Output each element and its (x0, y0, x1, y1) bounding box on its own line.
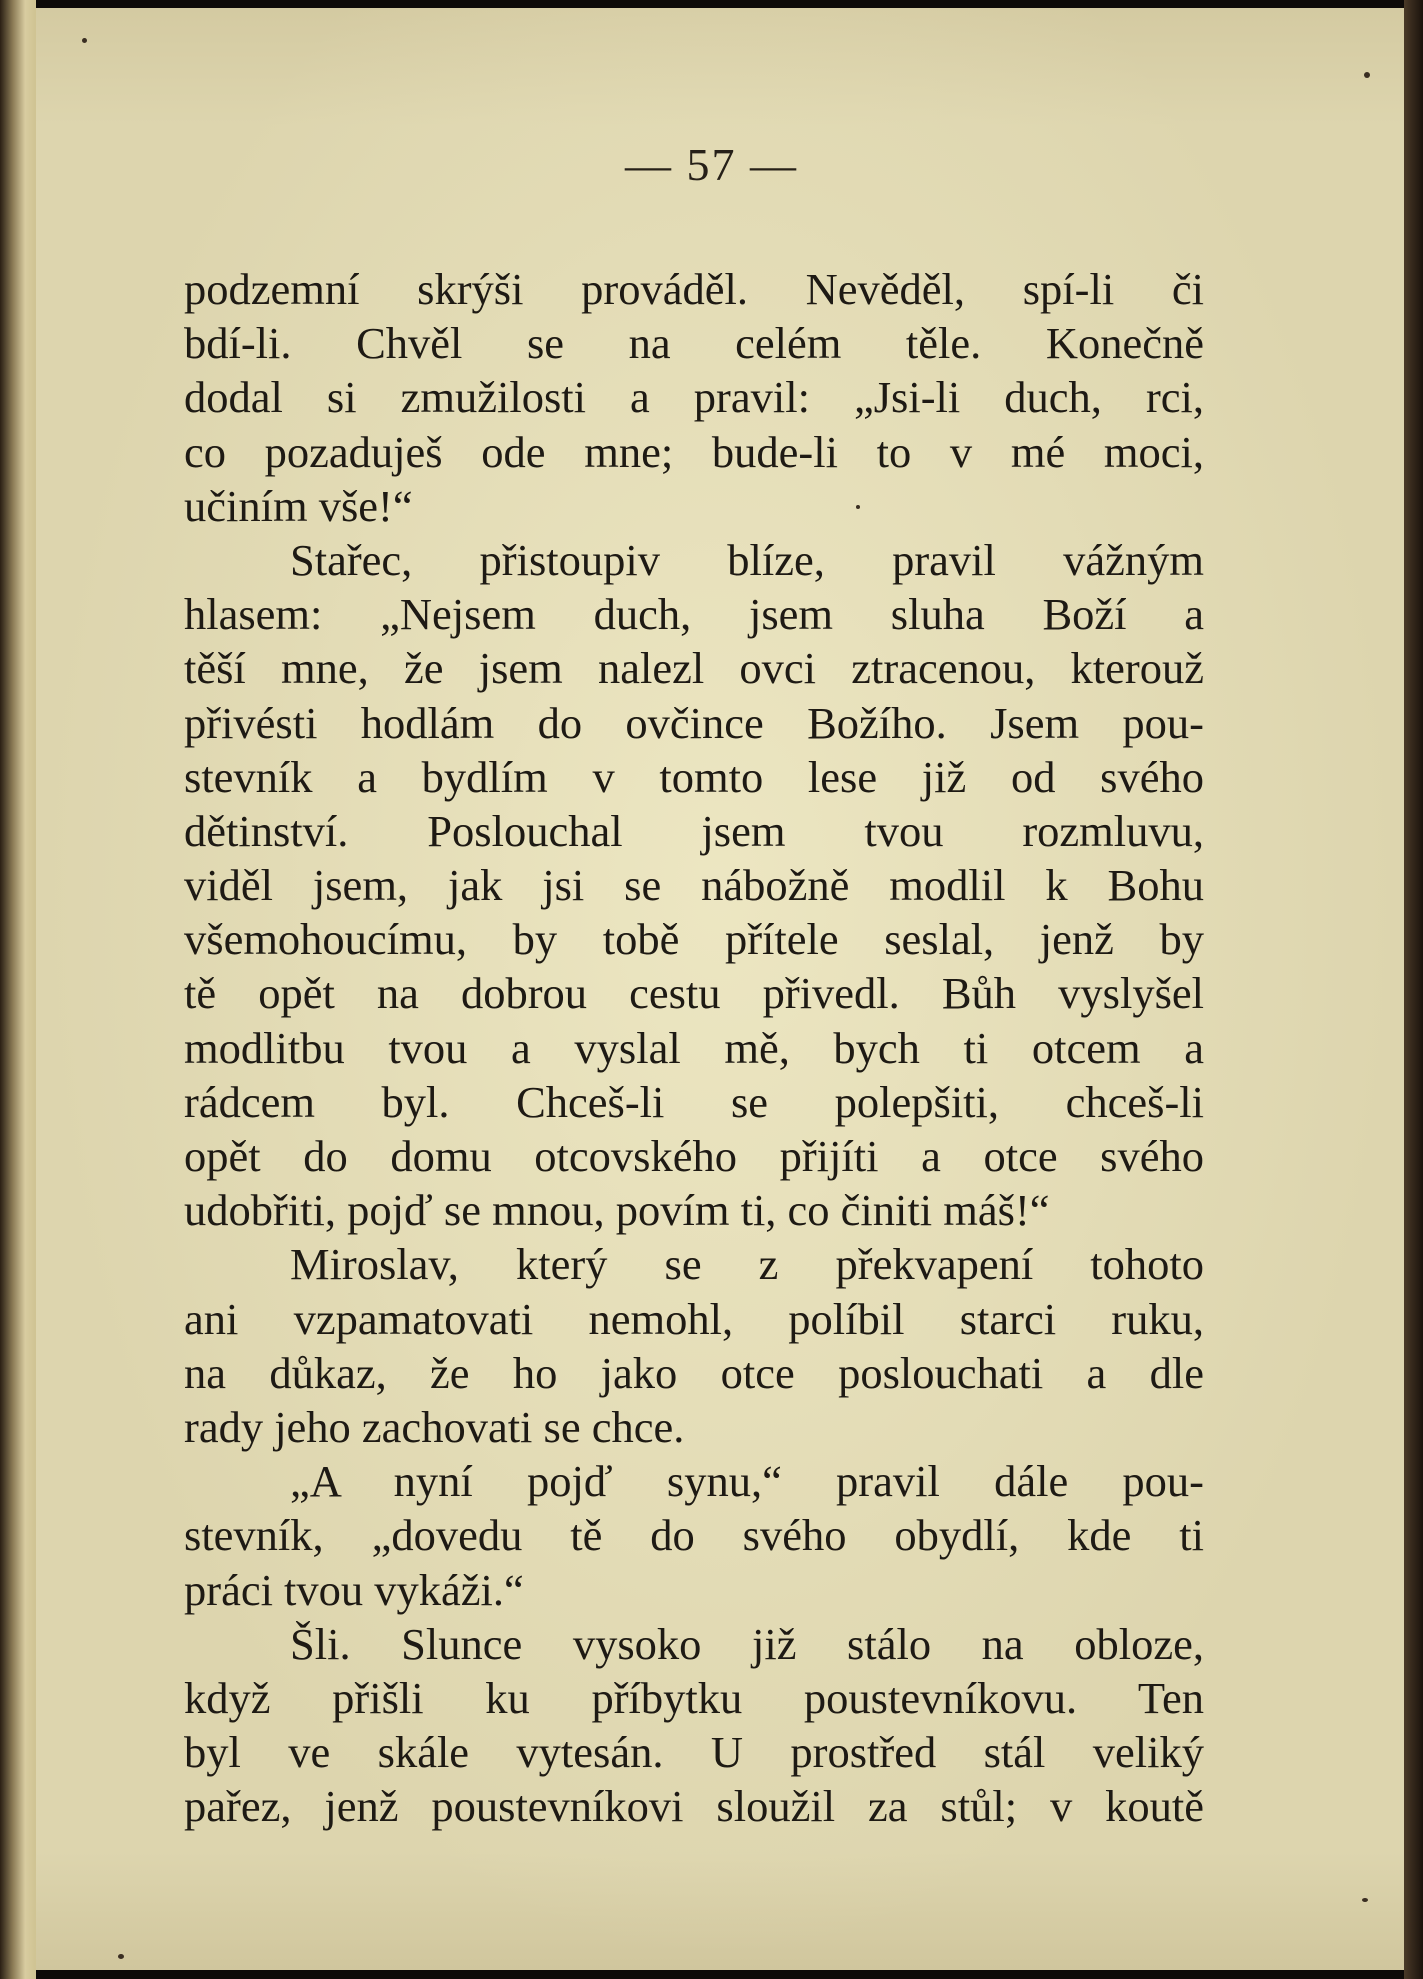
text-line: rádcem byl. Chceš-li se polepšiti, chceš-li (184, 1076, 1204, 1127)
text-line: hlasem: „Nejsem duch, jsem sluha Boží a (184, 589, 1204, 640)
text-line: Miroslav, který se z překvapení tohoto (290, 1239, 1204, 1290)
text-line: když přišli ku příbytku poustevníkovu. Ten (184, 1672, 1204, 1723)
paper-speck (118, 1954, 124, 1959)
text-line: viděl jsem, jak jsi se nábožně modlil k Bohu (184, 860, 1204, 911)
text-line: byl ve skále vytesán. U prostřed stál veliký (184, 1727, 1204, 1778)
book-gutter-edge (0, 0, 36, 1979)
text-line: podzemní skrýši prováděl. Nevěděl, spí-li či (184, 264, 1204, 314)
text-line: stevník, „dovedu tě do svého obydlí, kde ti (184, 1510, 1204, 1561)
text-line: těší mne, že jsem nalezl ovci ztracenou, kterouž (184, 643, 1204, 694)
text-line: „A nyní pojď synu,“ pravil dále pou- (290, 1456, 1204, 1507)
text-line: rady jeho zachovati se chce. (184, 1401, 685, 1452)
book-right-edge (1404, 0, 1423, 1979)
text-line: Stařec, přistoupiv blíze, pravil vážným (290, 534, 1204, 585)
body-text (184, 262, 1204, 1833)
text-line: pařez, jenž poustevníkovi sloužil za stůl; v koutě (184, 1781, 1204, 1832)
text-line: stevník a bydlím v tomto lese již od svého (184, 751, 1204, 802)
paper-speck (1362, 1898, 1368, 1902)
text-line: přivésti hodlám do ovčince Božího. Jsem pou- (184, 697, 1204, 748)
paper-speck (82, 38, 87, 43)
page-number: — 57 — (625, 139, 798, 190)
text-line: na důkaz, že ho jako otce poslouchati a dle (184, 1347, 1204, 1398)
text-line: udobřiti, pojď se mnou, povím ti, co činiti máš!“ (184, 1185, 1050, 1236)
text-line: bdí-li. Chvěl se na celém těle. Konečně (184, 318, 1204, 369)
paper-speck (1364, 72, 1370, 78)
text-line: učiním vše!“ (184, 480, 413, 531)
text-line: dodal si zmužilosti a pravil: „Jsi-li duch, rci, (184, 372, 1204, 423)
text-line: tě opět na dobrou cestu přivedl. Bůh vyslyšel (184, 968, 1204, 1019)
text-line: všemohoucímu, by tobě přítele seslal, jenž by (184, 914, 1204, 965)
text-line: práci tvou vykáži.“ (184, 1564, 524, 1615)
text-line: dětinství. Poslouchal jsem tvou rozmluvu, (184, 805, 1204, 856)
text-line: ani vzpamatovati nemohl, políbil starci ruku, (184, 1293, 1204, 1344)
text-line: modlitbu tvou a vyslal mě, bych ti otcem a (184, 1022, 1204, 1073)
text-line: opět do domu otcovského přijíti a otce svého (184, 1131, 1204, 1181)
text-line: Šli. Slunce vysoko již stálo na obloze, (290, 1618, 1204, 1669)
text-line: co pozaduješ ode mne; bude-li to v mé moci, (184, 426, 1204, 477)
